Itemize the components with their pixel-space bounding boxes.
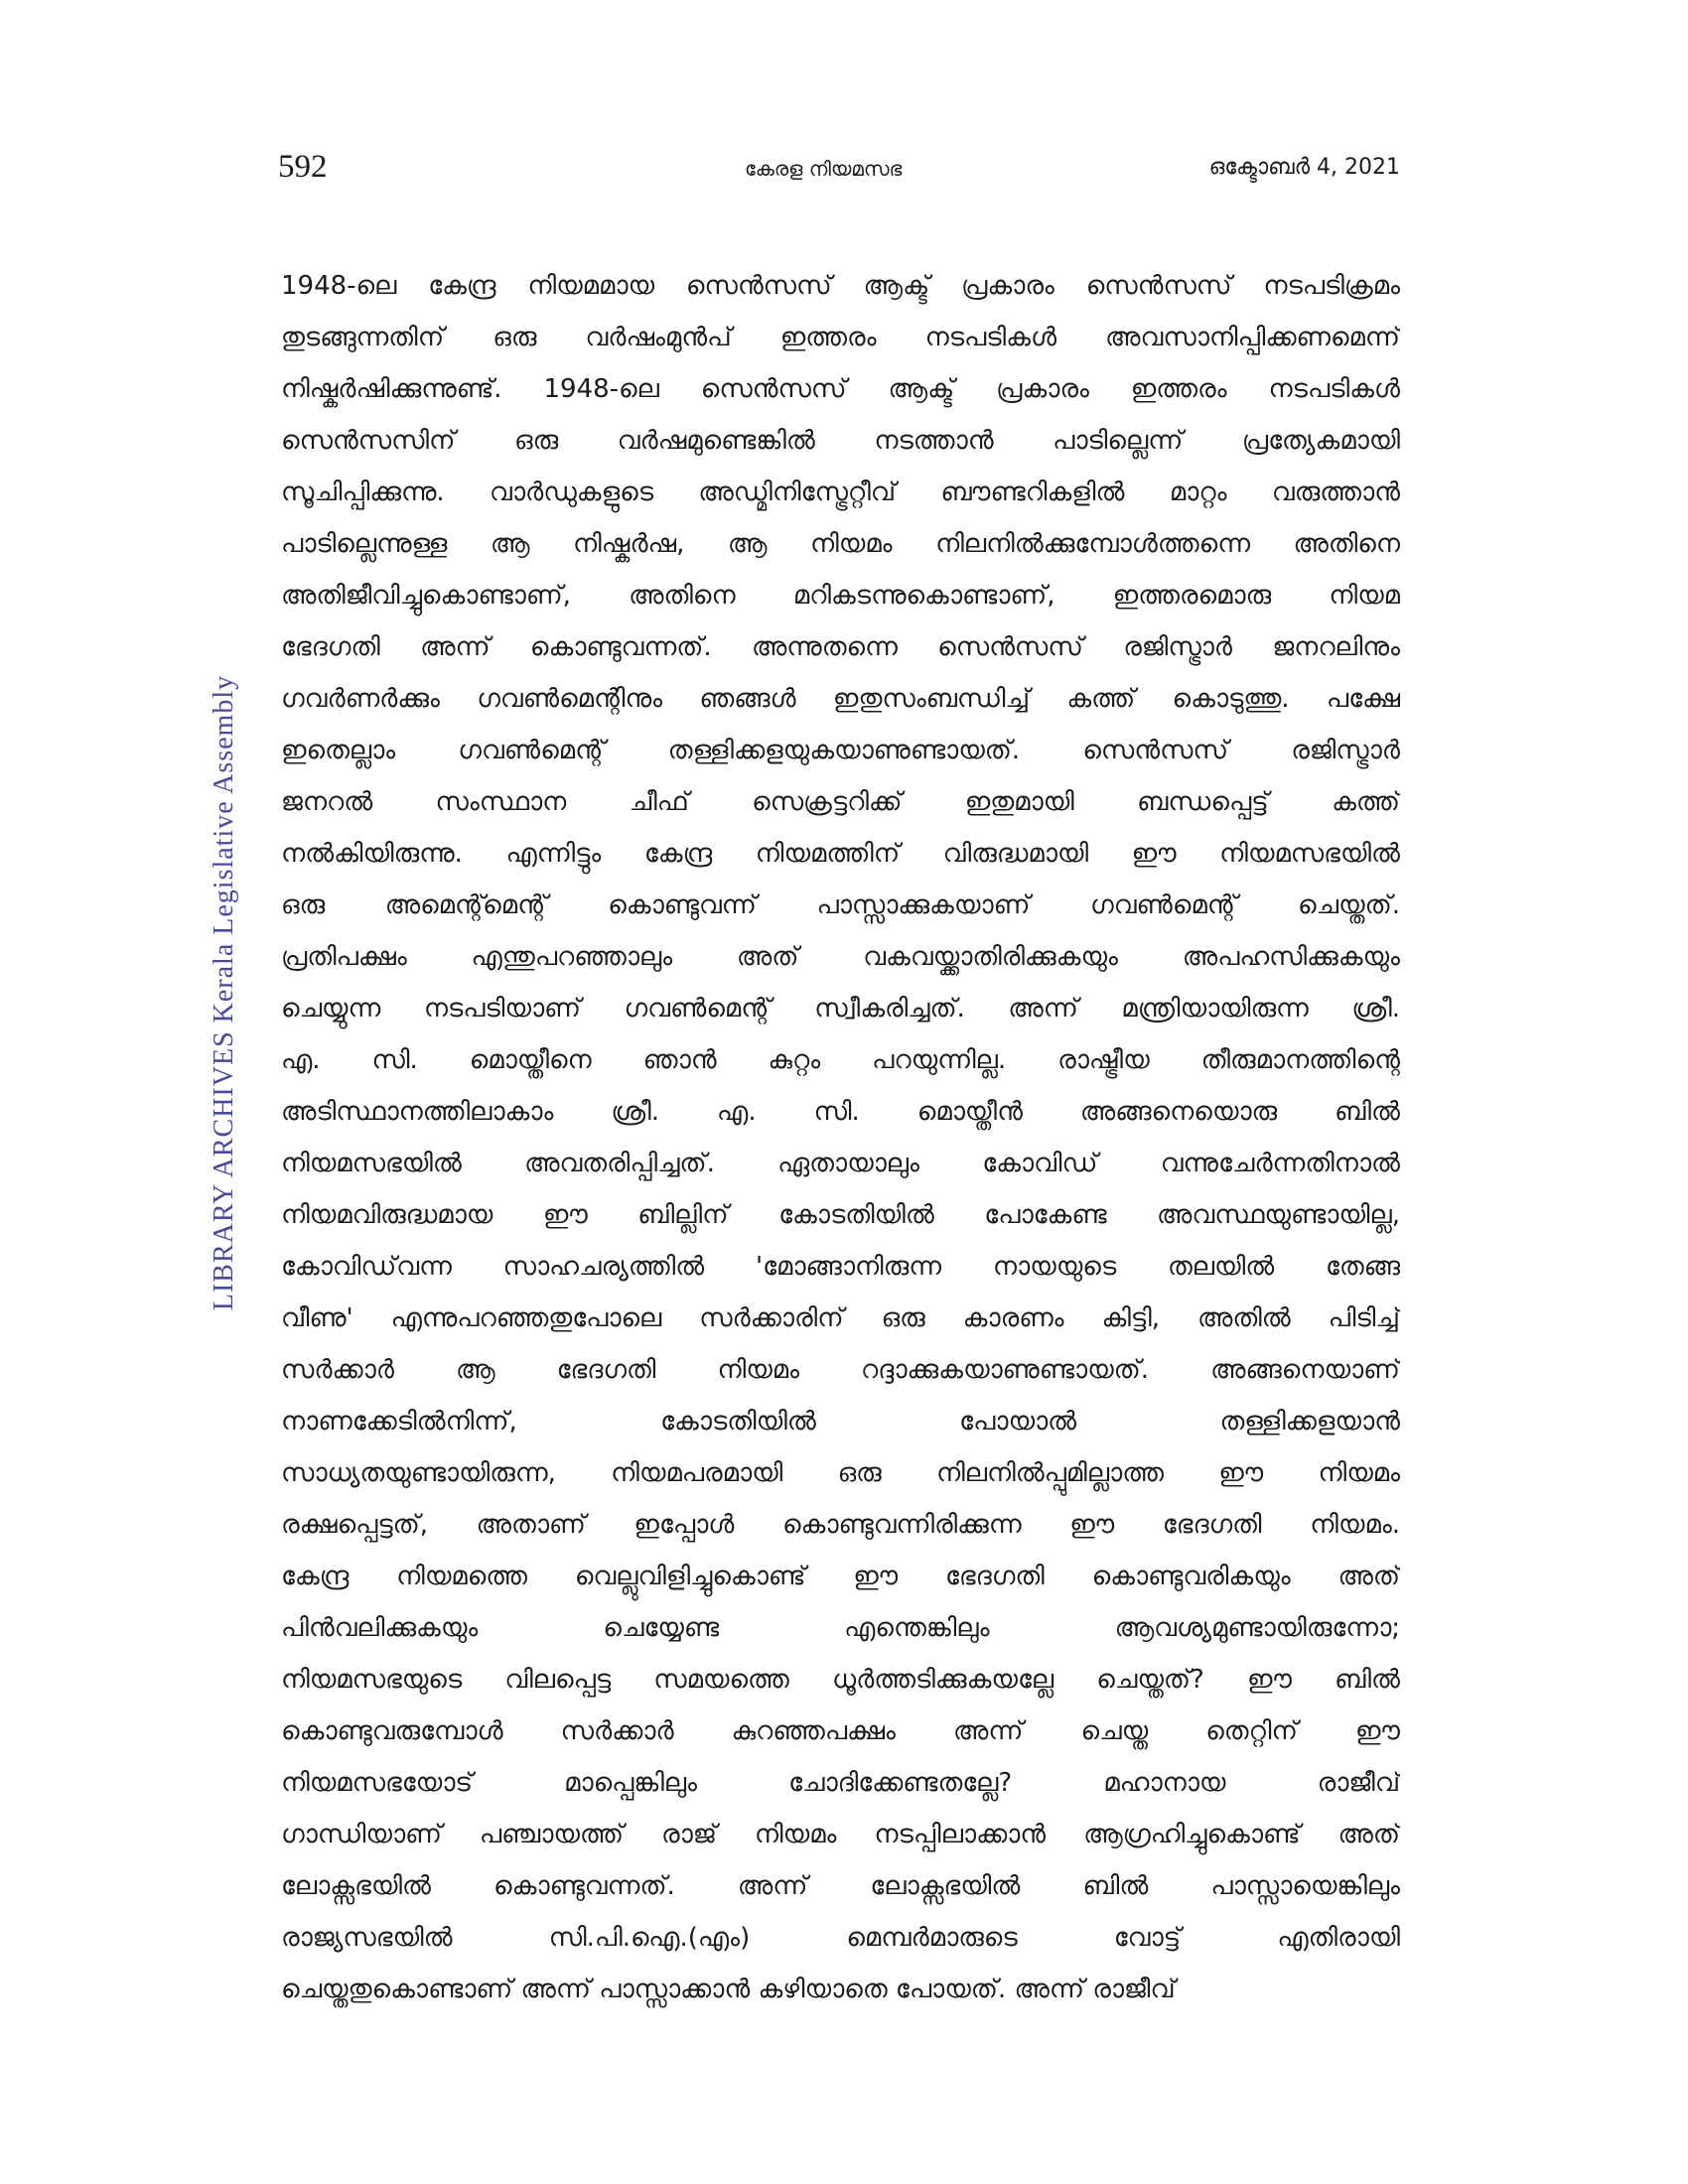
text-line: നൽകിയിരുന്നു. എന്നിട്ടും കേന്ദ്ര നിയമത്തിന് വിരുദ്ധമായി ഈ നിയമസഭയിൽ [281, 839, 1400, 869]
text-line: സാധ്യതയുണ്ടായിരുന്ന, നിയമപരമായി ഒരു നിലനിൽപ്പുമില്ലാത്ത ഈ നിയമം [281, 1458, 1400, 1488]
text-line: പാടില്ലെന്നുള്ള ആ നിഷ്കർഷ, ആ നിയമം നിലനിൽക്കുമ്പോൾത്തന്നെ അതിനെ [281, 529, 1400, 559]
text-line: കോവിഡ്‌വന്ന സാഹചര്യത്തിൽ 'മോങ്ങാനിരുന്ന നായയുടെ തലയിൽ തേങ്ങ [281, 1252, 1400, 1282]
header-date: ഒക്ടോബർ 4, 2021 [1208, 155, 1400, 180]
text-line: നിയമസഭയുടെ വിലപ്പെട്ട സമയത്തെ ധൂർത്തടിക്കുകയല്ലേ ചെയ്തത്? ഈ ബിൽ [281, 1665, 1400, 1695]
text-line: അടിസ്ഥാനത്തിലാകാം ശ്രീ. എ. സി. മൊയ്തീൻ അങ്ങനെയൊരു ബിൽ [281, 1097, 1400, 1127]
text-line: 1948-ലെ കേന്ദ്ര നിയമമായ സെൻസസ് ആക്ട് പ്രകാരം സെൻസസ് നടപടിക്രമം [281, 271, 1400, 301]
running-title: കേരള നിയമസഭ [745, 157, 903, 181]
text-line: കേന്ദ്ര നിയമത്തെ വെല്ലുവിളിച്ചുകൊണ്ട് ഈ ഭേദഗതി കൊണ്ടുവരികയും അത് [281, 1562, 1400, 1591]
text-line: എ. സി. മൊയ്തീനെ ഞാൻ കുറ്റം പറയുന്നില്ല. രാഷ്ട്രീയ തീരുമാനത്തിന്റെ [281, 1045, 1400, 1075]
side-watermark: LIBRARY ARCHIVES Kerala Legislative Assembly [209, 674, 239, 1311]
text-line: സൂചിപ്പിക്കുന്നു. വാർഡുകളുടെ അഡ്മിനിസ്ട്രേറ്റീവ് ബൗണ്ടറികളിൽ മാറ്റം വരുത്താൻ [281, 478, 1400, 507]
text-line: തുടങ്ങുന്നതിന് ഒരു വർഷംമുൻപ് ഇത്തരം നടപടികൾ അവസാനിപ്പിക്കണമെന്ന് [281, 323, 1400, 352]
text-line: അതിജീവിച്ചുകൊണ്ടാണ്, അതിനെ മറികടന്നുകൊണ്ടാണ്, ഇത്തരമൊരു നിയമ [281, 581, 1400, 611]
text-line: സെൻസസിന് ഒരു വർഷമുണ്ടെങ്കിൽ നടത്താൻ പാടില്ലെന്ന് പ്രത്യേകമായി [281, 426, 1400, 456]
text-line: ചെയ്തതുകൊണ്ടാണ് അന്ന് പാസ്സാക്കാൻ കഴിയാതെ പോയത്. അന്ന് രാജീവ് [281, 1975, 1176, 2004]
text-line: നിയമവിരുദ്ധമായ ഈ ബില്ലിന് കോടതിയിൽ പോകേണ്ട അവസ്ഥയുണ്ടായില്ല, [281, 1200, 1400, 1230]
text-line: പിൻവലിക്കുകയും ചെയ്യേണ്ട എന്തെങ്കിലും ആവശ്യമുണ്ടായിരുന്നോ; [281, 1613, 1400, 1643]
text-line: പ്രതിപക്ഷം എന്തുപറഞ്ഞാലും അത് വകവയ്ക്കാതിരിക്കുകയും അപഹസിക്കുകയും [281, 942, 1400, 972]
text-line: കൊണ്ടുവരുമ്പോൾ സർക്കാർ കുറഞ്ഞപക്ഷം അന്ന് ചെയ്ത തെറ്റിന് ഈ [281, 1716, 1400, 1746]
page-number: 592 [278, 149, 328, 185]
text-line: രക്ഷപ്പെട്ടത്, അതാണ് ഇപ്പോൾ കൊണ്ടുവന്നിരിക്കുന്ന ഈ ഭേദഗതി നിയമം. [281, 1510, 1400, 1540]
text-line: ഭേദഗതി അന്ന് കൊണ്ടുവന്നത്. അന്നുതന്നെ സെൻസസ് രജിസ്ട്രാർ ജനറലിനും [281, 632, 1400, 662]
text-line: നാണക്കേടിൽനിന്ന്, കോടതിയിൽ പോയാൽ തള്ളിക്കളയാൻ [281, 1407, 1400, 1436]
text-line: ഗാന്ധിയാണ് പഞ്ചായത്ത് രാജ് നിയമം നടപ്പിലാക്കാൻ ആഗ്രഹിച്ചുകൊണ്ട് അത് [281, 1820, 1400, 1849]
text-line: നിയമസഭയിൽ അവതരിപ്പിച്ചത്. ഏതായാലും കോവിഡ് വന്നുചേർന്നതിനാൽ [281, 1149, 1400, 1178]
body-text [281, 260, 1400, 2015]
text-line: നിഷ്കർഷിക്കുന്നുണ്ട്. 1948-ലെ സെൻസസ് ആക്ട് പ്രകാരം ഇത്തരം നടപടികൾ [281, 374, 1400, 404]
text-line: ലോക്സഭയിൽ കൊണ്ടുവന്നത്. അന്ന് ലോക്സഭയിൽ ബിൽ പാസ്സായെങ്കിലും [281, 1871, 1400, 1901]
text-line: ചെയ്യുന്ന നടപടിയാണ് ഗവൺമെന്റ് സ്വീകരിച്ചത്. അന്ന് മന്ത്രിയായിരുന്ന ശ്രീ. [281, 994, 1400, 1024]
text-line: ജനറൽ സംസ്ഥാന ചീഫ് സെക്രട്ടറിക്ക് ഇതുമായി ബന്ധപ്പെട്ട് കത്ത് [281, 787, 1400, 817]
text-line: സർക്കാർ ആ ഭേദഗതി നിയമം റദ്ദാക്കുകയാണുണ്ടായത്. അങ്ങനെയാണ് [281, 1355, 1400, 1385]
page-header [278, 149, 1400, 199]
text-line: രാജ്യസഭയിൽ സി.പി.ഐ.(എം) മെമ്പർമാരുടെ വോട്ട് എതിരായി [281, 1923, 1400, 1953]
text-line: നിയമസഭയോട് മാപ്പെങ്കിലും ചോദിക്കേണ്ടതല്ലേ? മഹാനായ രാജീവ് [281, 1768, 1400, 1798]
text-line: ഗവർണർക്കും ഗവൺമെന്റിനും ഞങ്ങൾ ഇതുസംബന്ധിച്ച് കത്ത് കൊടുത്തു. പക്ഷേ [281, 684, 1400, 714]
text-line: ഇതെല്ലാം ഗവൺമെന്റ് തള്ളിക്കളയുകയാണുണ്ടായത്. സെൻസസ് രജിസ്ട്രാർ [281, 736, 1400, 765]
text-line: വീണു' എന്നുപറഞ്ഞതുപോലെ സർക്കാരിന് ഒരു കാരണം കിട്ടി, അതിൽ പിടിച്ച് [281, 1303, 1400, 1333]
text-line: ഒരു അമെന്റ്മെന്റ് കൊണ്ടുവന്ന് പാസ്സാക്കുകയാണ് ഗവൺമെന്റ് ചെയ്തത്. [281, 890, 1400, 920]
